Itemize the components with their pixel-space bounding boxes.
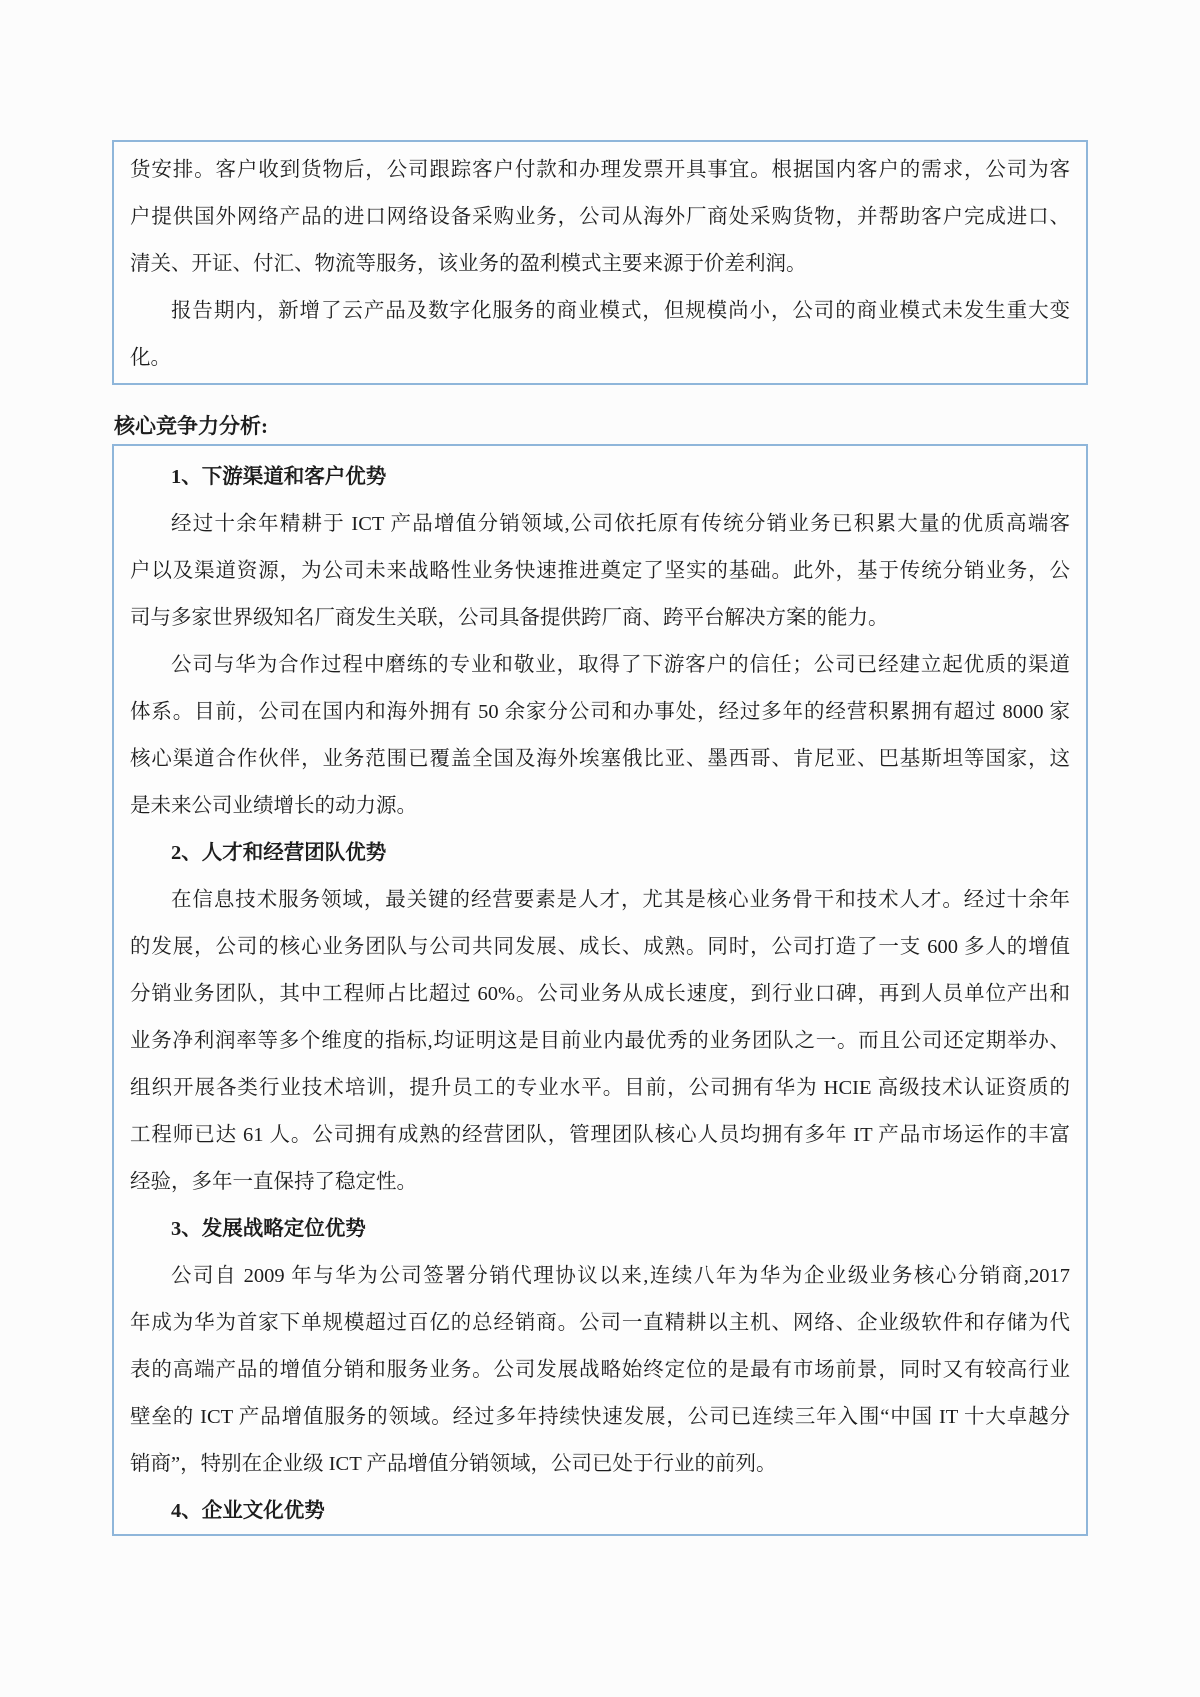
text-line: 化。 [130,347,171,369]
text-line: 报告期内，新增了云产品及数字化服务的商业模式，但规模尚小，公司的商业模式未发生重大变 [171,300,1070,322]
text-line: 的发展，公司的核心业务团队与公司共同发展、成长、成熟。同时，公司打造了一支 600 多人的增值 [130,936,1070,958]
text-line: 表的高端产品的增值分销和服务业务。公司发展战略始终定位的是最有市场前景，同时又有较高行业 [130,1359,1070,1381]
text-line: 清关、开证、付汇、物流等服务，该业务的盈利模式主要来源于价差利润。 [130,253,807,275]
text-line: 公司与华为合作过程中磨练的专业和敬业，取得了下游客户的信任；公司已经建立起优质的渠道 [171,654,1070,676]
text-line: 年成为华为首家下单规模超过百亿的总经销商。公司一直精耕以主机、网络、企业级软件和存储为代 [130,1312,1070,1334]
text-line: 核心渠道合作伙伴，业务范围已覆盖全国及海外埃塞俄比亚、墨西哥、肯尼亚、巴基斯坦等国家，这 [130,748,1070,770]
text-line: 司与多家世界级知名厂商发生关联，公司具备提供跨厂商、跨平台解决方案的能力。 [130,607,889,629]
text-line: 工程师已达 61 人。公司拥有成熟的经营团队，管理团队核心人员均拥有多年 IT 产品市场运作的丰富 [130,1124,1070,1146]
core-competitiveness-heading: 核心竞争力分析: [114,414,268,438]
text-line: 销商”，特别在企业级 ICT 产品增值分销领域，公司已处于行业的前列。 [130,1453,777,1475]
section-heading: 4、企业文化优势 [171,1500,325,1522]
section-heading: 2、人才和经营团队优势 [171,842,387,864]
text-line: 壁垒的 ICT 产品增值服务的领域。经过多年持续快速发展，公司已连续三年入围“中国 IT 十大卓越分 [130,1406,1070,1428]
text-line: 户提供国外网络产品的进口网络设备采购业务，公司从海外厂商处采购货物，并帮助客户完成进口、 [130,206,1070,228]
text-line: 货安排。客户收到货物后，公司跟踪客户付款和办理发票开具事宜。根据国内客户的需求，公司为客 [130,159,1070,181]
text-line: 分销业务团队，其中工程师占比超过 60%。公司业务从成长速度，到行业口碑，再到人员单位产出和 [130,983,1070,1005]
section-heading: 1、下游渠道和客户优势 [171,466,387,488]
text-line: 组织开展各类行业技术培训，提升员工的专业水平。目前，公司拥有华为 HCIE 高级技术认证资质的 [130,1077,1070,1099]
text-line: 公司自 2009 年与华为公司签署分销代理协议以来,连续八年为华为企业级业务核心分销商,2017 [171,1265,1070,1287]
text-line: 是未来公司业绩增长的动力源。 [130,795,417,817]
core-competitiveness-text-box [112,444,1088,1536]
text-line: 体系。目前，公司在国内和海外拥有 50 余家分公司和办事处，经过多年的经营积累拥有超过 8000 家 [130,701,1070,723]
text-line: 在信息技术服务领域，最关键的经营要素是人才，尤其是核心业务骨干和技术人才。经过十余年 [171,889,1070,911]
text-line: 经过十余年精耕于 ICT 产品增值分销领域,公司依托原有传统分销业务已积累大量的优质高端客 [171,513,1070,535]
text-line: 户以及渠道资源，为公司未来战略性业务快速推进奠定了坚实的基础。此外，基于传统分销业务，公 [130,560,1070,582]
section-heading: 3、发展战略定位优势 [171,1218,366,1240]
text-line: 业务净利润率等多个维度的指标,均证明这是目前业内最优秀的业务团队之一。而且公司还定期举办、 [130,1030,1070,1052]
business-model-text-box [112,140,1088,385]
text-line: 经验，多年一直保持了稳定性。 [130,1171,417,1193]
